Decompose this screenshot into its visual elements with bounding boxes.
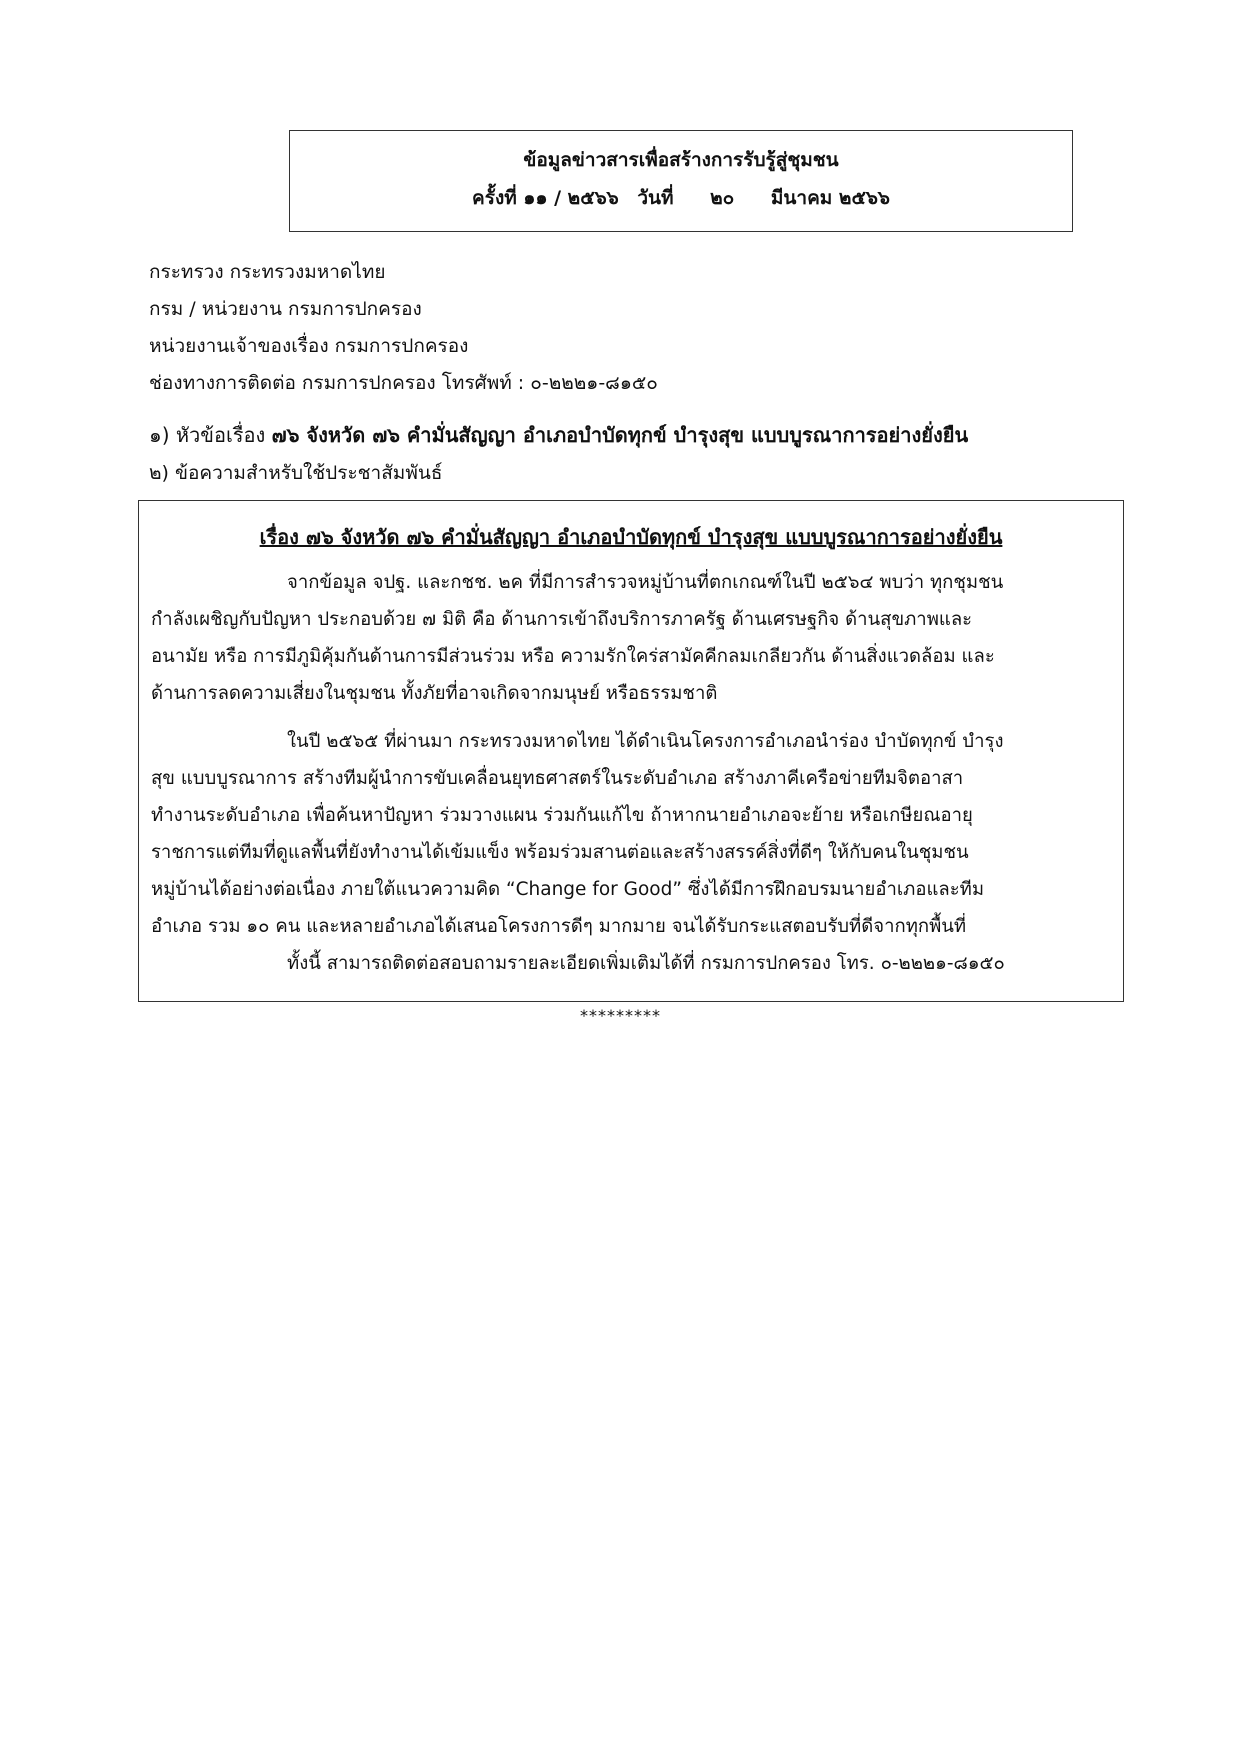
paragraph-line: กำลังเผชิญกับปัญหา ประกอบด้วย ๗ มิติ คือ ด้านการเข้าถึงบริการภาครัฐ ด้านเศรษฐกิจ ด้านสุขภาพและ — [151, 609, 973, 630]
end-mark: ********* — [580, 1006, 661, 1025]
paragraph-line: ในปี ๒๕๖๕ ที่ผ่านมา กระทรวงมหาดไทย ได้ดำเนินโครงการอำเภอนำร่อง บำบัดทุกข์ บำรุง — [287, 731, 1004, 752]
contact-paragraph: ทั้งนี้ สามารถติดต่อสอบถามรายละเอียดเพิ่มเติมได้ที่ กรมการปกครอง โทร. ๐-๒๒๒๑-๘๑๕๐ — [287, 953, 1005, 974]
ministry-line: กระทรวง กระทรวงมหาดไทย — [149, 261, 386, 283]
paragraph-line: ทำงานระดับอำเภอ เพื่อค้นหาปัญหา ร่วมวางแผน ร่วมกันแก้ไข ถ้าหากนายอำเภอจะย้าย หรือเกษียณอายุ — [151, 805, 973, 826]
topic-line — [149, 419, 968, 451]
content-box — [138, 500, 1124, 1002]
document-title: ข้อมูลข่าวสารเพื่อสร้างการรับรู้สู่ชุมชน — [523, 149, 839, 171]
header-box — [289, 130, 1073, 232]
paragraph-line: หมู่บ้านได้อย่างต่อเนื่อง ภายใต้แนวความคิด “Change for Good” ซึ่งได้มีการฝึกอบรมนายอำเภอและทีม — [151, 879, 985, 900]
date-month-year: มีนาคม ๒๕๖๖ — [770, 187, 890, 209]
paragraph-line: ด้านการลดความเสี่ยงในชุมชน ทั้งภัยที่อาจเกิดจากมนุษย์ หรือธรรมชาติ — [151, 683, 718, 704]
paragraph-line: อำเภอ รวม ๑๐ คน และหลายอำเภอได้เสนอโครงการดีๆ มากมาย จนได้รับกระแสตอบรับที่ดีจากทุกพื้นที่ — [151, 916, 967, 937]
topic-title: ๗๖ จังหวัด ๗๖ คำมั่นสัญญา อำเภอบำบัดทุกข์ บำรุงสุข แบบบูรณาการอย่างยั่งยืน — [271, 423, 969, 447]
content-title: เรื่อง ๗๖ จังหวัด ๗๖ คำมั่นสัญญา อำเภอบำบัดทุกข์ บำรุงสุข แบบบูรณาการอย่างยั่งยืน — [259, 525, 1003, 549]
issue-number: ครั้งที่ ๑๑ / ๒๕๖๖ — [472, 187, 619, 209]
paragraph-line: สุข แบบบูรณาการ สร้างทีมผู้นำการขับเคลื่อนยุทธศาสตร์ในระดับอำเภอ สร้างภาคีเครือข่ายทีมจิตอาสา — [151, 768, 964, 789]
topic-prefix: ๑) หัวข้อเรื่อง — [149, 423, 272, 447]
issue-line — [290, 183, 1072, 213]
pr-label: ๒) ข้อความสำหรับใช้ประชาสัมพันธ์ — [149, 462, 443, 484]
contact-line: ช่องทางการติดต่อ กรมการปกครอง โทรศัพท์ : ๐-๒๒๒๑-๘๑๕๐ — [149, 372, 658, 394]
paragraph-line: อนามัย หรือ การมีภูมิคุ้มกันด้านการมีส่วนร่วม หรือ ความรักใคร่สามัคคีกลมเกลียวกัน ด้านสิ่งแวดล้อม และ — [151, 646, 995, 667]
department-line: กรม / หน่วยงาน กรมการปกครอง — [149, 298, 422, 320]
date-label: วันที่ — [637, 187, 674, 209]
paragraph-line: จากข้อมูล จปฐ. และกชช. ๒ค ที่มีการสำรวจหมู่บ้านที่ตกเกณฑ์ในปี ๒๕๖๔ พบว่า ทุกชุมชน — [287, 572, 1004, 593]
date-day: ๒๐ — [710, 187, 735, 209]
owner-line: หน่วยงานเจ้าของเรื่อง กรมการปกครอง — [149, 335, 469, 357]
paragraph-line: ราชการแต่ทีมที่ดูแลพื้นที่ยังทำงานได้เข้มแข็ง พร้อมร่วมสานต่อและสร้างสรรค์สิ่งที่ดีๆ ให้กับคนในชุมชน — [151, 842, 969, 863]
